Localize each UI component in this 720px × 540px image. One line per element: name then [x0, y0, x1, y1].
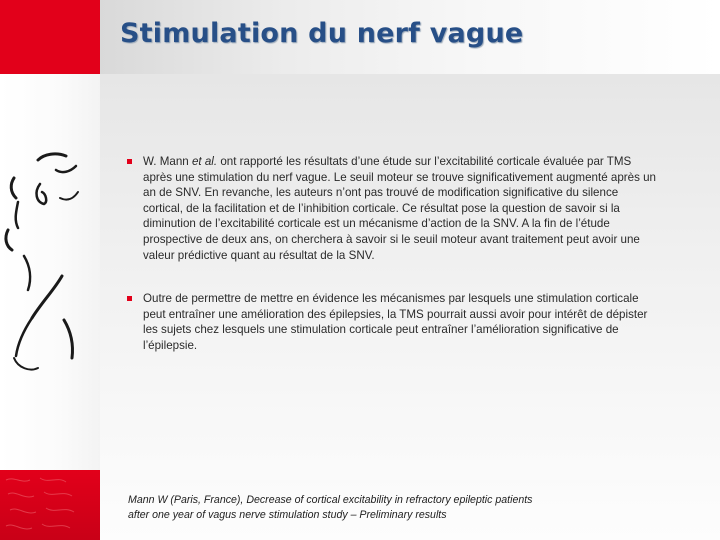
red-square-bullet-icon	[127, 159, 132, 164]
top-red-accent-block	[0, 0, 100, 74]
bottom-red-accent-block	[0, 470, 100, 540]
running-figure-sketch-icon	[0, 80, 100, 380]
reference-citation	[128, 493, 668, 523]
bullet-text: Outre de permettre de mettre en évidence les mécanismes par lesquels une stimulation corticale peut entraîner une amélioration des épilepsies, la TMS pourrait aussi avoir pour intérêt de dépister les sujets chez lesquels une stimulation corticale peut entraîner l’amélioration significative de l’épilepsie.	[143, 292, 648, 352]
slide-title: Stimulation du nerf vague	[120, 18, 524, 49]
reference-line-1: Mann W (Paris, France), Decrease of cortical excitability in refractory epileptic patients	[128, 494, 533, 506]
bullet-author: W. Mann	[143, 155, 192, 168]
bullet-text: ont rapporté les résultats d’une étude sur l’excitabilité corticale évaluée par TMS après une stimulation du nerf vague. Le seuil moteur se trouve significativement augmenté après un an de SNV. En revanche, les auteurs n’ont pas trouvé de modification significative du silence cortical, de la facilitation et de l’inhibition corticale. Ce résultat pose la question de savoir si la diminution de l’excitabilité corticale est un mécanisme d’action de la SNV. A la fin de l’étude prospective de deux ans, on cherchera à savoir si le seuil moteur avant traitement peut avoir une valeur prédictive quant au résultat de la SNV.	[143, 155, 656, 262]
bullet-list	[138, 154, 658, 354]
bullet-item-mann-study	[138, 154, 658, 263]
bottom-decorative-pattern	[0, 470, 100, 540]
bullet-et-al: et al.	[191, 155, 218, 168]
bullet-item-tms-interest	[138, 291, 658, 353]
reference-line-2: after one year of vagus nerve stimulation study – Preliminary results	[128, 509, 447, 521]
red-square-bullet-icon	[127, 296, 132, 301]
